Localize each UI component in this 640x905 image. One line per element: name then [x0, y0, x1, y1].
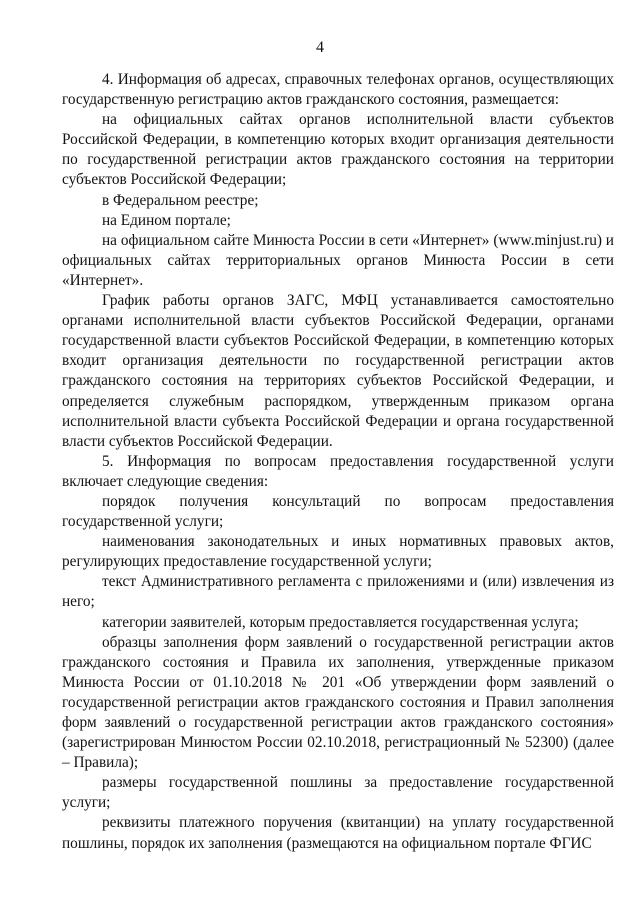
paragraph-regional-sites: на официальных сайтах органов исполнительной власти субъектов Российской Федерации, в компетенцию которых входит организация деятельности по государственной регистрации актов гражданского состояния на территории субъектов Российской Федерации; [62, 111, 614, 189]
paragraph-form-samples: образцы заполнения форм заявлений о государственной регистрации актов гражданского состояния и Правила их заполнения, утвержденные приказом Минюста России от 01.10.2018 № 201 «Об утверждении форм заявлений о государственной регистрации актов гражданского состояния и Правил заполнения форм заявлений о государственной регистрации актов гражданского состояния» (зарегистрирован Минюстом России 02.10.2018, регистрационный № 52300) (далее – Правила); [62, 633, 614, 772]
paragraph-state-fee: размеры государственной пошлины за предоставление государственной услуги; [62, 774, 614, 812]
paragraph-minjust-site: на официальном сайте Минюста России в сети «Интернет» (www.minjust.ru) и официальных сайтах территориальных органов Минюста России в сети «Интернет». [62, 231, 614, 289]
paragraph-federal-registry: в Федеральном реестре; [102, 191, 259, 209]
document-body [62, 70, 614, 854]
paragraph-unified-portal: на Едином портале; [102, 211, 231, 229]
paragraph-regulation-text: текст Административного регламента с приложениями и (или) извлечения из него; [62, 573, 614, 611]
paragraph-applicant-categories: категории заявителей, которым предоставляется государственная услуга; [102, 613, 579, 631]
paragraph-info-addresses: 4. Информация об адресах, справочных телефонах органов, осуществляющих государственную регистрацию актов гражданского состояния, размещается: [62, 71, 614, 109]
paragraph-consultation-order: порядок получения консультаций по вопросам предоставления государственной услуги; [62, 492, 614, 531]
paragraph-payment-details: реквизиты платежного поручения (квитанции) на уплату государственной пошлины, порядок их заполнения (размещаются на официальном портале ФГИС [62, 814, 614, 852]
paragraph-service-info: 5. Информация по вопросам предоставления государственной услуги включает следующие сведения: [62, 452, 614, 490]
paragraph-legal-acts: наименования законодательных и иных нормативных правовых актов, регулирующих предоставление государственной услуги; [62, 533, 614, 571]
page-number: 4 [316, 39, 324, 56]
paragraph-work-schedule: График работы органов ЗАГС, МФЦ устанавливается самостоятельно органами исполнительной власти субъектов Российской Федерации, органами государственной власти субъектов Российской Федерации, в компетенцию которых входит организация деятельности по государственной регистрации актов гражданского состояния на территориях субъектов Российской Федерации, и определяется служебным распорядком, утвержденным приказом органа исполнительной власти субъекта Российской Федерации и органа государственной власти субъектов Российской Федерации. [62, 292, 614, 450]
